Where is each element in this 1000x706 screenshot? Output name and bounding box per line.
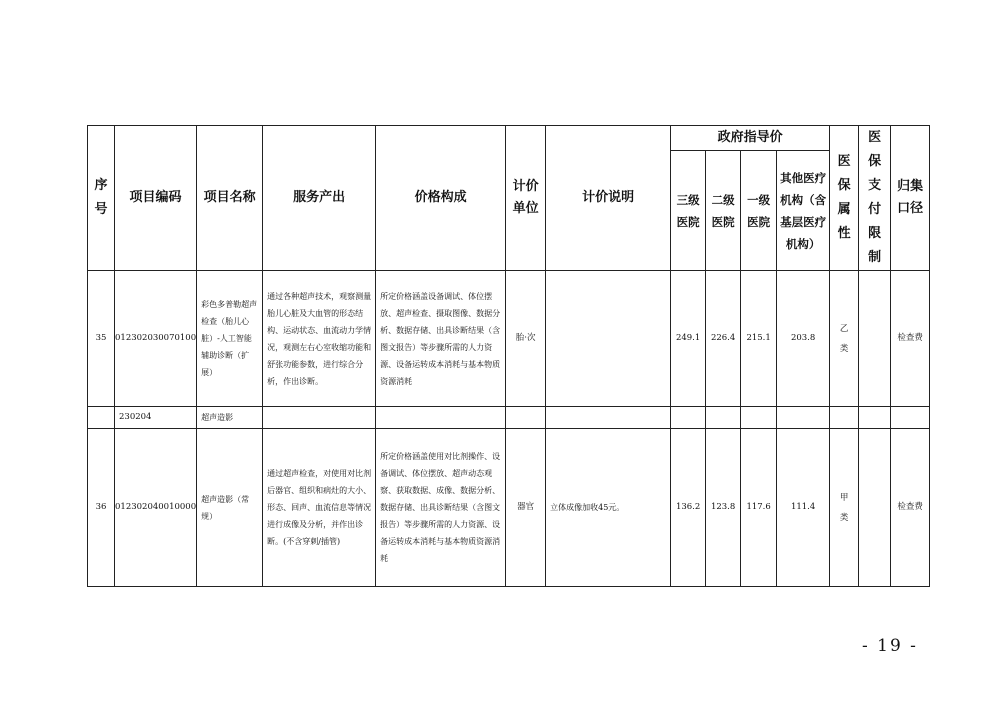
header-insurance-attr: 医保属性 <box>830 126 859 271</box>
header-description: 计价说明 <box>546 126 671 271</box>
row-empty <box>891 407 930 429</box>
table-row <box>88 407 930 429</box>
header-gov-price: 政府指导价 <box>671 126 830 151</box>
row-empty <box>506 407 546 429</box>
row-price-level1: 117.6 <box>741 429 777 587</box>
header-other: 其他医疗机构（含基层医疗机构） <box>777 151 830 271</box>
row-name: 彩色多普勒超声检查（胎儿心脏）-人工智能辅助诊断（扩展） <box>197 271 263 407</box>
header-seq: 序号 <box>88 126 115 271</box>
row-price-level2: 226.4 <box>706 271 741 407</box>
row-code: 012302030070100 <box>115 271 197 407</box>
page-number: - 19 - <box>862 636 918 656</box>
row-code: 230204 <box>115 407 197 429</box>
table-row <box>88 429 930 587</box>
price-table <box>87 125 930 587</box>
row-empty <box>777 407 830 429</box>
header-price-composition: 价格构成 <box>376 126 506 271</box>
header-service: 服务产出 <box>263 126 376 271</box>
row-empty <box>546 407 671 429</box>
row-service: 通过超声检查，对使用对比剂后器官、组织和病灶的大小、形态、回声、血流信息等情况进行成像及分析，并作出诊断。(不含穿刺/插管) <box>263 429 376 587</box>
row-name: 超声造影（常规） <box>197 429 263 587</box>
row-code: 012302040010000 <box>115 429 197 587</box>
row-empty <box>830 407 859 429</box>
row-insurance-limit <box>859 429 891 587</box>
row-description <box>546 271 671 407</box>
row-insurance-limit <box>859 271 891 407</box>
header-level1: 一级医院 <box>741 151 777 271</box>
row-insurance-attr: 甲类 <box>830 429 859 587</box>
row-price-level3: 136.2 <box>671 429 706 587</box>
row-description: 立体成像加收45元。 <box>546 429 671 587</box>
row-empty <box>376 407 506 429</box>
header-insurance-limit: 医保支付限制 <box>859 126 891 271</box>
row-seq <box>88 407 115 429</box>
row-category: 检查费 <box>891 429 930 587</box>
row-price-level2: 123.8 <box>706 429 741 587</box>
row-price-level3: 249.1 <box>671 271 706 407</box>
row-insurance-attr: 乙类 <box>830 271 859 407</box>
row-empty <box>671 407 706 429</box>
row-seq: 35 <box>88 271 115 407</box>
row-unit: 胎·次 <box>506 271 546 407</box>
row-price-composition: 所定价格涵盖设备调试、体位摆放、超声检查、摄取图像、数据分析、数据存储、出具诊断结果（含图文报告）等步骤所需的人力资源、设备运转成本消耗与基本物质资源消耗 <box>376 271 506 407</box>
row-price-other: 203.8 <box>777 271 830 407</box>
row-unit: 器官 <box>506 429 546 587</box>
header-category: 归集口径 <box>891 126 930 271</box>
row-name: 超声造影 <box>197 407 263 429</box>
row-price-composition: 所定价格涵盖使用对比剂操作、设备调试、体位摆放、超声动态观察、获取数据、成像、数据分析、数据存储、出具诊断结果（含图文报告）等步骤所需的人力资源、设备运转成本消耗与基本物质资源消耗 <box>376 429 506 587</box>
row-empty <box>741 407 777 429</box>
row-price-other: 111.4 <box>777 429 830 587</box>
row-empty <box>706 407 741 429</box>
row-price-level1: 215.1 <box>741 271 777 407</box>
row-empty <box>263 407 376 429</box>
header-name: 项目名称 <box>197 126 263 271</box>
row-category: 检查费 <box>891 271 930 407</box>
header-level2: 二级医院 <box>706 151 741 271</box>
price-table-container <box>87 125 930 587</box>
header-level3: 三级医院 <box>671 151 706 271</box>
header-code: 项目编码 <box>115 126 197 271</box>
row-seq: 36 <box>88 429 115 587</box>
row-service: 通过各种超声技术，观察测量胎儿心脏及大血管的形态结构、运动状态、血流动力学情况，观测左右心室收缩功能和舒张功能参数，进行综合分析，作出诊断。 <box>263 271 376 407</box>
row-empty <box>859 407 891 429</box>
table-row <box>88 271 930 407</box>
header-unit: 计价单位 <box>506 126 546 271</box>
